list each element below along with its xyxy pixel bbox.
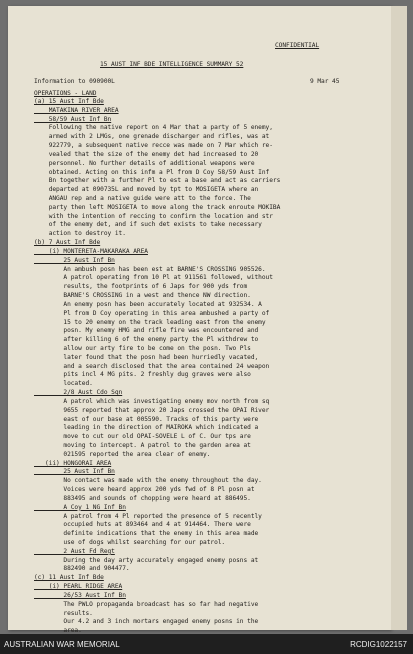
body-line: results.: [34, 609, 93, 617]
body-line: Following the native report on 4 Mar that a party of 5 enemy,: [34, 124, 273, 132]
body-line: Pl from D Coy operating in this area ambushed a party of: [34, 309, 270, 317]
body-line: The PWLO propaganda broadcast has so far had negative: [34, 600, 259, 608]
body-line: of the enemy det, and if such det exists to take necessary: [34, 221, 262, 229]
body-line: allow our arty fire to be come on the posn. Two Pls: [34, 344, 251, 352]
body-line: 26/53 Aust Inf Bn: [34, 591, 126, 599]
footer-source: AUSTRALIAN WAR MEMORIAL: [4, 640, 120, 649]
section-heading: OPERATIONS - LAND: [34, 90, 97, 97]
footer-reference: RCDIG1022157: [350, 640, 407, 649]
body-line: later found that the posn had been hurriedly vacated,: [34, 353, 259, 361]
classification-mark: CONFIDENTIAL: [275, 42, 320, 49]
body-line: An ambush posn has been est at BARNE'S CROSSING 905526.: [34, 265, 266, 273]
body-line: A patrol which was investigating enemy mov north from sq: [34, 397, 270, 405]
body-line: and a search disclosed that the area contained 24 weapon: [34, 362, 270, 370]
body-line: 15 to 20 enemy on the track leading east from the enemy: [34, 318, 266, 326]
body-line: after killing 6 of the enemy party the Pl withdrew to: [34, 336, 259, 344]
body-line: 882490 and 904477.: [34, 565, 130, 573]
body-line: obtained. Acting on this infm a Pl from D Coy 58/59 Aust Inf: [34, 168, 270, 176]
body-line: occupied huts at 893464 and 4 at 914464. There were: [34, 521, 251, 529]
body-line: A Coy 1 NG Inf Bn: [34, 503, 126, 511]
body-line: A patrol from 4 Pl reported the presence of 5 recently: [34, 512, 262, 520]
body-line: Voices were heard approx 200 yds fwd of 8 Pl posn at: [34, 486, 255, 494]
document-title: 15 AUST INF BDE INTELLIGENCE SUMMARY 52: [100, 61, 244, 68]
body-line: use of dogs whilst searching for our patrol.: [34, 539, 226, 546]
body-line: MATAKINA RIVER AREA: [34, 106, 119, 114]
body-line: moving to intercept. A patrol to the garden area at: [34, 441, 251, 449]
body-line: leading in the direction of MAIROKA which indicated a: [34, 424, 259, 432]
body-line: 25 Aust Inf Bn: [34, 256, 115, 264]
body-line: (a) 15 Aust Inf Bde: [34, 98, 104, 105]
body-line: An enemy posn has been accurately located at 932534. A: [34, 300, 262, 308]
body-line: (c) 11 Aust Inf Bde: [34, 574, 104, 582]
body-line: 021595 reported the area clear of enemy.: [34, 450, 211, 458]
body-line: definite indications that the enemy in this area made: [34, 530, 259, 538]
body-line: departed at 090735L and moved by tpt to MOSIGETA where an: [34, 186, 259, 194]
body-line: Bn together with a further Pl to est a base and act as carriers: [34, 177, 281, 185]
body-line: move to cut our old OPAI-SOVELE L of C. Our tps are: [34, 433, 251, 441]
body-line: During the day arty accurately engaged enemy posns at: [34, 556, 259, 564]
body-line: personnel. No further details of additional weapons were: [34, 159, 255, 167]
body-line: area.: [34, 627, 82, 635]
body-line: pits incl 4 MG pits. 2 freshly dug graves were also: [34, 371, 251, 379]
body-line: 922779, a subsequent native recce was made on 7 Mar which re-: [34, 142, 273, 150]
body-line: (ii) HONGORAI AREA: [34, 459, 112, 467]
body-line: 58/59 Aust Inf Bn: [34, 115, 112, 123]
body-line: with the intention of reccing to confirm the location and str: [34, 212, 273, 220]
body-line: results, the footprints of 6 Japs for 900 yds from: [34, 283, 248, 291]
body-line: A patrol operating from 10 Pl at 911561 followed, without: [34, 274, 273, 282]
body-line: posn. My enemy HMG and rifle fire was encountered and: [34, 327, 259, 335]
body-line: (b) 7 Aust Inf Bde: [34, 239, 101, 247]
body-line: 25 Aust Inf Bn: [34, 468, 115, 476]
body-line: ANGAU rep and a native guide were att to the force. The: [34, 195, 251, 203]
document-date: 9 Mar 45: [310, 78, 340, 85]
body-line: 2 Aust Fd Regt: [34, 547, 115, 555]
body-line: party then left MOSIGETA to move along the track enroute MOKIBA: [34, 203, 281, 211]
body-line: vealed that the size of the enemy det had increased to 20: [34, 150, 259, 158]
archive-footer: [0, 634, 413, 654]
document-page: [8, 6, 391, 635]
information-to-line: Information to 090900L: [34, 78, 115, 85]
body-line: 9655 reported that approx 20 Japs crossed the OPAI River: [34, 406, 270, 414]
body-line: east of our base at 005590. Tracks of this party were: [34, 415, 259, 423]
page-edge: [391, 6, 407, 630]
body-line: (i) PEARL RIDGE AREA: [34, 583, 123, 591]
body-line: BARNE'S CROSSING in a west and thence NW direction.: [34, 292, 251, 300]
body-line: (i) MONTERETA-MAKARAKA AREA: [34, 247, 148, 255]
body-line: armed with 2 LMGs, one grenade discharger and rifles, was at: [34, 133, 270, 141]
body-line: 883495 and sounds of chopping were heard at 886495.: [34, 494, 251, 502]
body-line: Our 4.2 and 3 inch mortars engaged enemy posns in the: [34, 618, 259, 626]
body-line: located.: [34, 380, 93, 388]
body-line: action to destroy it.: [34, 230, 126, 238]
body-line: 2/8 Aust Cdo Sqn: [34, 389, 123, 397]
body-line: No contact was made with the enemy throughout the day.: [34, 477, 262, 485]
